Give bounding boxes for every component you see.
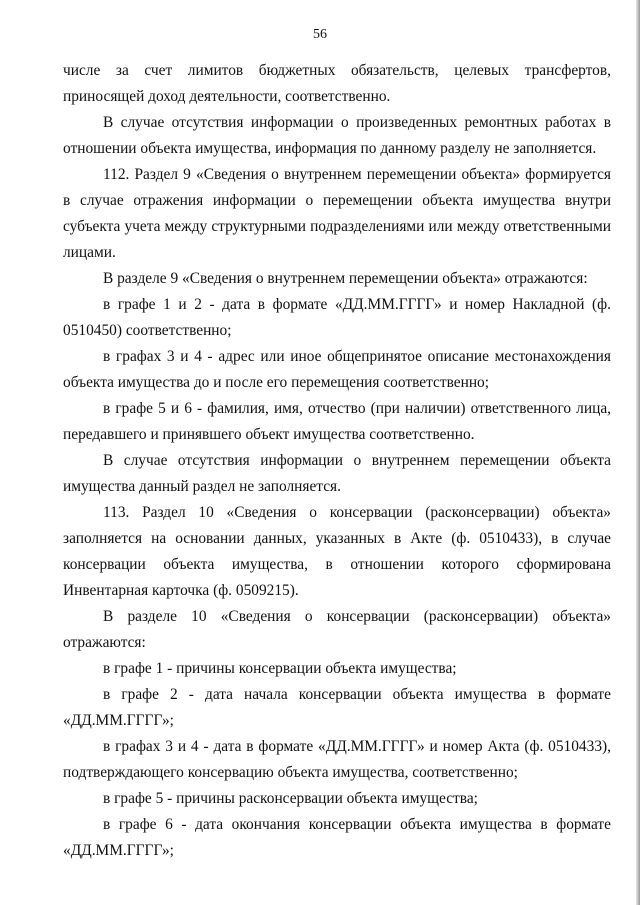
paragraph: в графе 1 и 2 - дата в формате «ДД.ММ.ГГГГ» и номер Накладной (ф. 0510450) соответственно; bbox=[63, 296, 611, 339]
document-body bbox=[63, 58, 611, 864]
paragraph: В разделе 10 «Сведения о консервации (расконсервации) объекта» отражаются: bbox=[63, 608, 611, 651]
paragraph: В случае отсутствия информации о внутреннем перемещении объекта имущества данный раздел не заполняется. bbox=[63, 452, 611, 495]
paragraph: 113. Раздел 10 «Сведения о консервации (расконсервации) объекта» заполняется на основании данных, указанных в Акте (ф. 0510433), в случае консервации объекта имущества, в отношении которого сформирована Инвентарная карточка (ф. 0509215). bbox=[63, 504, 611, 599]
page-number: 56 bbox=[313, 27, 327, 42]
paragraph: в графе 2 - дата начала консервации объекта имущества в формате «ДД.ММ.ГГГГ»; bbox=[63, 686, 611, 729]
paragraph: в графе 5 и 6 - фамилия, имя, отчество (при наличии) ответственного лица, передавшего и принявшего объект имущества соответственно. bbox=[63, 400, 611, 443]
paragraph: В случае отсутствия информации о произведенных ремонтных работах в отношении объекта имущества, информация по данному разделу не заполняется. bbox=[63, 114, 611, 157]
paragraph: в графах 3 и 4 - дата в формате «ДД.ММ.ГГГГ» и номер Акта (ф. 0510433), подтверждающего консервацию объекта имущества, соответственно; bbox=[63, 738, 611, 781]
paragraph: в графе 1 - причины консервации объекта имущества; bbox=[103, 660, 457, 677]
paragraph: в графе 6 - дата окончания консервации объекта имущества в формате «ДД.ММ.ГГГГ»; bbox=[63, 816, 611, 859]
paragraph: в графе 5 - причины расконсервации объекта имущества; bbox=[103, 790, 478, 807]
scan-edge-shadow bbox=[636, 0, 640, 905]
paragraph: числе за счет лимитов бюджетных обязательств, целевых трансфертов, приносящей доход деятельности, соответственно. bbox=[63, 62, 611, 105]
paragraph: в графах 3 и 4 - адрес или иное общепринятое описание местонахождения объекта имущества до и после его перемещения соответственно; bbox=[63, 348, 611, 391]
paragraph: В разделе 9 «Сведения о внутреннем перемещении объекта» отражаются: bbox=[103, 270, 588, 287]
paragraph: 112. Раздел 9 «Сведения о внутреннем перемещении объекта» формируется в случае отражения информации о перемещении объекта имущества внутри субъекта учета между структурными подразделениями или между ответственными лицами. bbox=[63, 166, 611, 261]
